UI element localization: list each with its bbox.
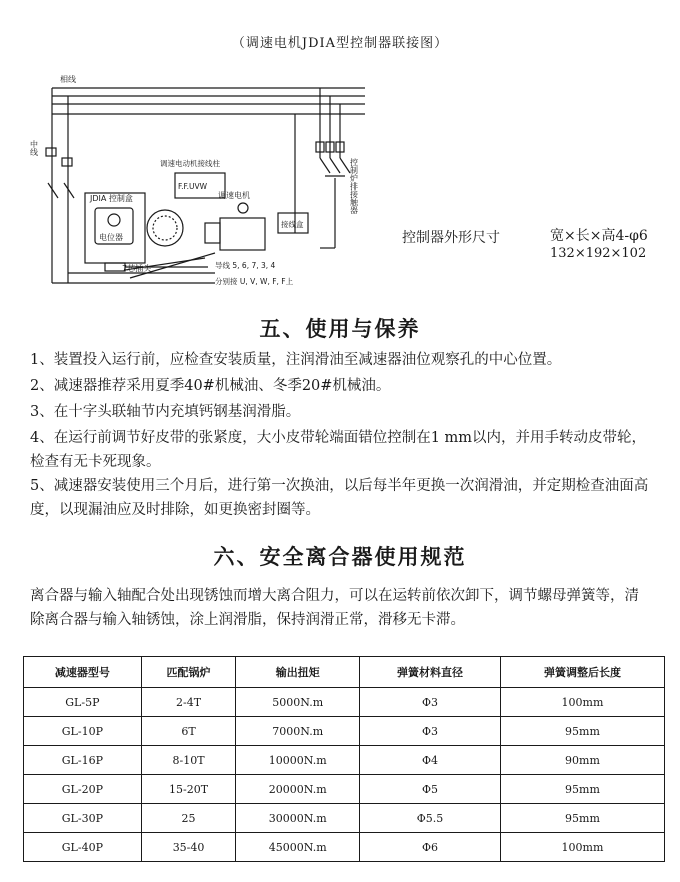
- fuse-left-1: [46, 148, 56, 156]
- table-row: [24, 833, 665, 862]
- header-spring-diameter: 弹簧材料直径: [360, 657, 501, 688]
- wire-assignment-label: 分别接 U, V, W, F, F上: [215, 277, 294, 286]
- cell-spring-length: 100mm: [500, 688, 664, 717]
- terminal-block-label: 调速电动机接线柱: [160, 159, 220, 168]
- cell-model: GL-40P: [24, 833, 142, 862]
- cell-spring-diameter: Φ5: [360, 775, 501, 804]
- table-row: [24, 717, 665, 746]
- table-row: [24, 804, 665, 833]
- junction-box-label: 接线盒: [281, 220, 304, 229]
- motor-label: 调速电机: [218, 191, 250, 200]
- neutral-line-label: 中线: [30, 140, 39, 156]
- cell-boiler: 6T: [141, 717, 236, 746]
- section6-title: 六、安全离合器使用规范: [213, 545, 467, 569]
- cell-boiler: 15-20T: [141, 775, 236, 804]
- terminals-label: F.F.UVW: [178, 182, 208, 191]
- cell-spring-diameter: Φ3: [360, 688, 501, 717]
- cell-boiler: 25: [141, 804, 236, 833]
- cell-spring-length: 95mm: [500, 717, 664, 746]
- header-spring-length: 弹簧调整后长度: [500, 657, 664, 688]
- table-row: [24, 775, 665, 804]
- cell-spring-diameter: Φ3: [360, 717, 501, 746]
- header-boiler: 匹配锅炉: [141, 657, 236, 688]
- wire-numbers-label: 导线 5, 6, 7, 3, 4: [215, 261, 276, 270]
- motor-shaft: [205, 223, 220, 243]
- cell-torque: 45000N.m: [236, 833, 360, 862]
- cell-boiler: 35-40: [141, 833, 236, 862]
- cell-model: GL-16P: [24, 746, 142, 775]
- cell-spring-diameter: Φ5.5: [360, 804, 501, 833]
- cell-boiler: 8-10T: [141, 746, 236, 775]
- cell-boiler: 2-4T: [141, 688, 236, 717]
- spec-table: [23, 656, 665, 862]
- cell-spring-length: 90mm: [500, 746, 664, 775]
- cell-model: GL-5P: [24, 688, 142, 717]
- dimensions-values: 132×192×102: [550, 246, 647, 261]
- cell-model: GL-10P: [24, 717, 142, 746]
- table-row: [24, 746, 665, 775]
- table-header-row: [24, 657, 665, 688]
- section5-title: 五、使用与保养: [259, 317, 421, 341]
- cell-model: GL-20P: [24, 775, 142, 804]
- diagram-title: （调速电机JDIA型控制器联接图）: [231, 36, 449, 51]
- cell-torque: 7000N.m: [236, 717, 360, 746]
- controller-box-label: JDIA 控制盒: [90, 194, 133, 203]
- cell-spring-diameter: Φ6: [360, 833, 501, 862]
- wiring-diagram: [30, 58, 370, 303]
- dimensions-formula: 宽×长×高4-φ6: [550, 228, 648, 244]
- potentiometer-knob: [108, 214, 120, 226]
- header-model: 减速器型号: [24, 657, 142, 688]
- fuse-left-2: [62, 158, 72, 166]
- cell-spring-length: 100mm: [500, 833, 664, 862]
- cell-spring-length: 95mm: [500, 804, 664, 833]
- plug-label: 7芯插头: [122, 264, 152, 273]
- motor-fan: [238, 203, 248, 213]
- section5-item-3: 3、在十字头联轴节内充填钙钢基润滑脂。: [30, 404, 301, 420]
- cell-torque: 20000N.m: [236, 775, 360, 804]
- table-row: [24, 688, 665, 717]
- phase-line-label: 相线: [60, 75, 76, 84]
- cell-model: GL-30P: [24, 804, 142, 833]
- cell-torque: 30000N.m: [236, 804, 360, 833]
- dimensions-label: 控制器外形尺寸: [402, 230, 500, 246]
- controller-box: [85, 193, 145, 263]
- section5-item-1: 1、装置投入运行前，应检查安装质量，注润滑油至减速器油位观察孔的中心位置。: [30, 352, 562, 368]
- potentiometer-label: 电位器: [99, 233, 123, 242]
- cell-spring-diameter: Φ4: [360, 746, 501, 775]
- cell-spring-length: 95mm: [500, 775, 664, 804]
- section5-item-2: 2、减速器推荐采用夏季40#机械油、冬季20#机械油。: [30, 378, 391, 394]
- cell-torque: 10000N.m: [236, 746, 360, 775]
- header-torque: 输出扭矩: [236, 657, 360, 688]
- contactor-label: 控制炉排接触器: [349, 158, 359, 214]
- section5-item-5: 5、减速器安装使用三个月后，进行第一次换油，以后每半年更换一次润滑油，并定期检查油面高度，以现漏油应及时排除，如更换密封圈等。: [30, 478, 649, 518]
- motor-body: [220, 218, 265, 250]
- section6-intro: 离合器与输入轴配合处出现锈蚀而增大离合阻力，可以在运转前依次卸下，调节螺母弹簧等，清除离合器与输入轴锈蚀，涂上润滑脂，保持润滑正常，滑移无卡滞。: [30, 588, 639, 628]
- cell-torque: 5000N.m: [236, 688, 360, 717]
- section5-item-4: 4、在运行前调节好皮带的张紧度，大小皮带轮端面错位控制在1 mm以内，并用手转动皮带轮，检查有无卡死现象。: [30, 430, 647, 470]
